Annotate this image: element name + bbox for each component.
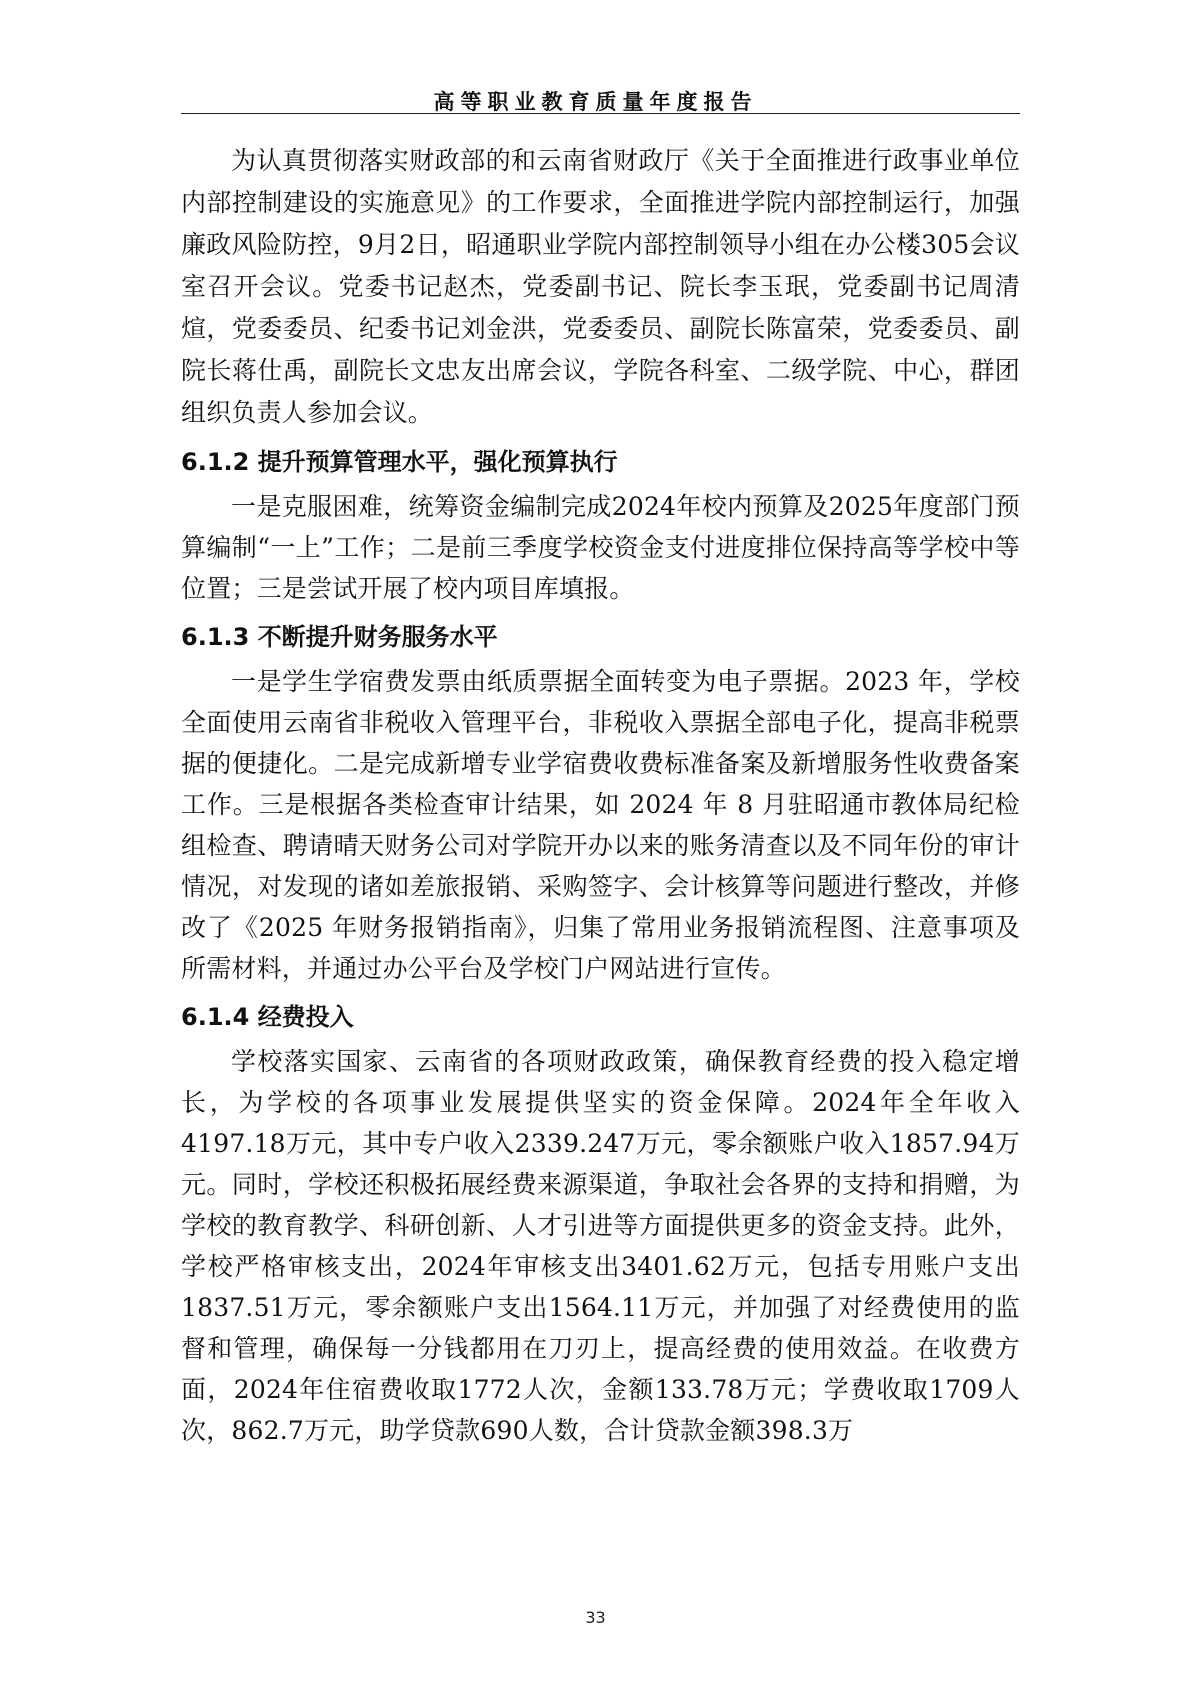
page-body [181, 140, 1020, 1451]
paragraph-financial-service: 一是学生学宿费发票由纸质票据全面转变为电子票据。2023 年，学校全面使用云南省非税收入管理平台，非税收入票据全部电子化，提高非税票据的便捷化。二是完成新增专业学宿费收费标准备案及新增服务性收费备案工作。三是根据各类检查审计结果，如 2024 年 8 月驻昭通市教体局纪检组检查、聘请晴天财务公司对学院开办以来的账务清查以及不同年份的审计情况，对发现的诸如差旅报销、采购签字、会计核算等问题进行整改，并修改了《2025 年财务报销指南》，归集了常用业务报销流程图、注意事项及所需材料，并通过办公平台及学校门户网站进行宣传。 [181, 667, 1020, 983]
paragraph-funding-input: 学校落实国家、云南省的各项财政政策，确保教育经费的投入稳定增长，为学校的各项事业发展提供坚实的资金保障。2024年全年收入4197.18万元，其中专户收入2339.247万元，零余额账户收入1857.94万元。同时，学校还积极拓展经费来源渠道，争取社会各界的支持和捐赠，为学校的教育教学、科研创新、人才引进等方面提供更多的资金支持。此外，学校严格审核支出，2024年审核支出3401.62万元，包括专用账户支出1837.51万元，零余额账户支出1564.11万元，并加强了对经费使用的监督和管理，确保每一分钱都用在刀刃上，提高经费的使用效益。在收费方面，2024年住宿费收取1772人次，金额133.78万元；学费收取1709人次，862.7万元，助学贷款690人数，合计贷款金额398.3万 [181, 1047, 1020, 1445]
section-heading-6-1-2: 6.1.2 提升预算管理水平，强化预算执行 [181, 448, 618, 476]
paragraph-budget-management: 一是克服困难，统筹资金编制完成2024年校内预算及2025年度部门预算编制“一上”工作；二是前三季度学校资金支付进度排位保持高等学校中等位置；三是尝试开展了校内项目库填报。 [181, 492, 1020, 603]
section-heading-6-1-4: 6.1.4 经费投入 [181, 1003, 354, 1031]
running-header-title: 高等职业教育质量年度报告 [433, 90, 758, 114]
page-number: 33 [585, 1608, 606, 1627]
paragraph-internal-control: 为认真贯彻落实财政部的和云南省财政厅《关于全面推进行政事业单位内部控制建设的实施意见》的工作要求，全面推进学院内部控制运行，加强廉政风险防控，9月2日，昭通职业学院内部控制领导小组在办公楼305会议室召开会议。党委书记赵杰，党委副书记、院长李玉珉，党委副书记周清煊，党委委员、纪委书记刘金洪，党委委员、副院长陈富荣，党委委员、副院长蒋仕禹，副院长文忠友出席会议，学院各科室、二级学院、中心，群团组织负责人参加会议。 [181, 146, 1020, 427]
section-heading-6-1-3: 6.1.3 不断提升财务服务水平 [181, 623, 498, 651]
header-divider [181, 113, 1020, 114]
